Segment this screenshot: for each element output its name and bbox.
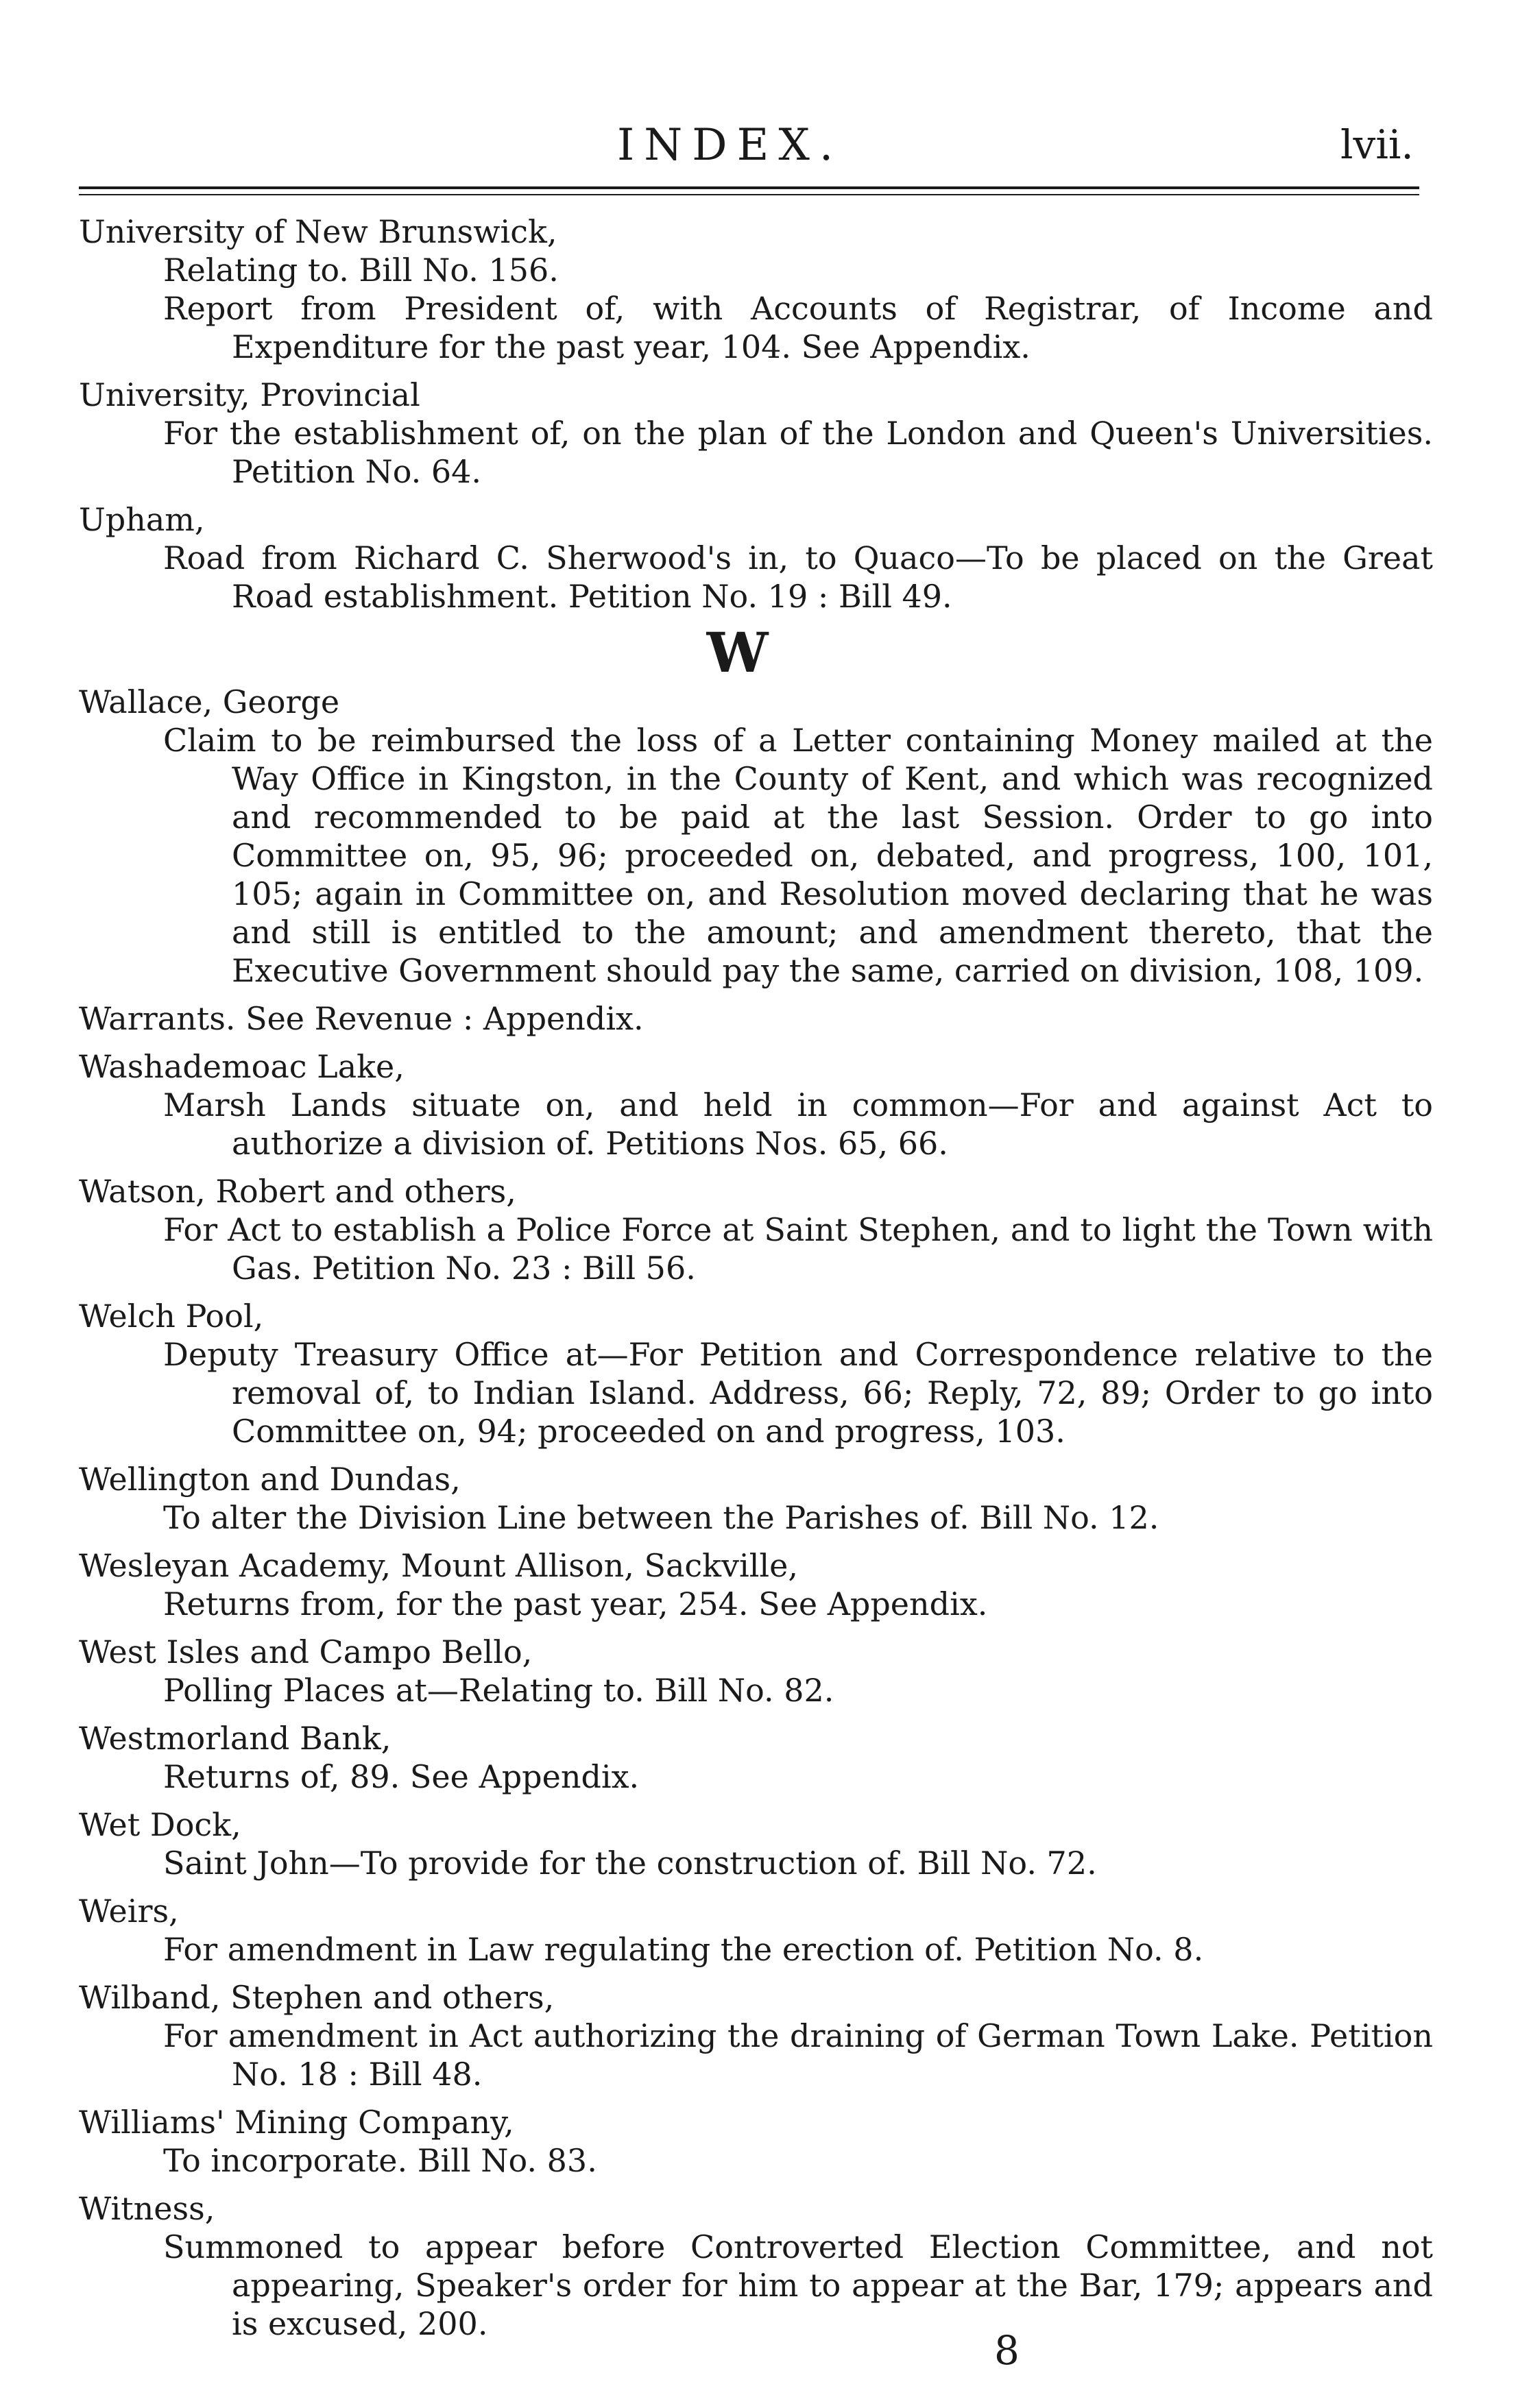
u-entries xyxy=(79,212,1433,616)
index-entry xyxy=(79,212,1433,366)
section-letter: W xyxy=(706,620,764,685)
index-entry xyxy=(79,1805,1433,1882)
entry-heading: Wallace, George xyxy=(79,683,340,720)
index-entry xyxy=(79,2103,1433,2180)
index-entry xyxy=(79,500,1433,616)
entry-subentry: Polling Places at—Relating to. Bill No. 82. xyxy=(163,1672,834,1709)
index-entries xyxy=(79,212,1433,2352)
page-header xyxy=(0,120,1518,175)
index-entry xyxy=(79,1633,1433,1710)
entry-heading: Wet Dock, xyxy=(79,1806,241,1843)
entry-subentry: For amendment in Act authorizing the draining of German Town Lake. Petition No. 18 : Bill 48. xyxy=(163,2017,1433,2093)
entry-subentry: Returns of, 89. See Appendix. xyxy=(163,1758,640,1795)
index-entry xyxy=(79,1546,1433,1623)
entry-heading: Wellington and Dundas, xyxy=(79,1461,461,1498)
index-entry xyxy=(79,1297,1433,1450)
page-title: INDEX. xyxy=(617,120,843,171)
header-rule-thick xyxy=(79,186,1419,189)
entry-heading: Welch Pool, xyxy=(79,1298,264,1335)
entry-subentry: Saint John—To provide for the construction of. Bill No. 72. xyxy=(163,1845,1097,1882)
index-entry xyxy=(79,1047,1433,1163)
entry-heading: Williams' Mining Company, xyxy=(79,2104,514,2141)
index-entry xyxy=(79,1892,1433,1969)
index-entry xyxy=(79,376,1433,491)
entry-subentry: For amendment in Law regulating the erection of. Petition No. 8. xyxy=(163,1931,1204,1968)
entry-subentry: To incorporate. Bill No. 83. xyxy=(163,2142,597,2179)
entry-heading: Wilband, Stephen and others, xyxy=(79,1979,555,2016)
entry-heading: Watson, Robert and others, xyxy=(79,1173,516,1210)
index-entry xyxy=(79,999,1433,1038)
entry-subentry: Relating to. Bill No. 156. xyxy=(163,252,559,289)
signature-mark: 8 xyxy=(994,2327,1020,2374)
entry-subentry: Returns from, for the past year, 254. See Appendix. xyxy=(163,1585,988,1622)
entry-heading: Warrants. See Revenue : Appendix. xyxy=(79,1000,644,1037)
entry-heading: Washademoac Lake, xyxy=(79,1048,405,1085)
index-entry xyxy=(79,2189,1433,2343)
entry-heading: Westmorland Bank, xyxy=(79,1720,391,1757)
index-entry xyxy=(79,1719,1433,1796)
index-entry xyxy=(79,1172,1433,1287)
entry-heading: University of New Brunswick, xyxy=(79,213,557,250)
w-entries xyxy=(79,683,1433,2343)
entry-subentry: Summoned to appear before Controverted Election Committee, and not appearing, Speaker's order for him to appear at the Bar, 179; appears and is excused, 200. xyxy=(163,2228,1433,2342)
entry-heading: Witness, xyxy=(79,2190,215,2227)
entry-subentry: Road from Richard C. Sherwood's in, to Quaco—To be placed on the Great Road establishment. Petition No. 19 : Bill 49. xyxy=(163,539,1433,615)
entry-heading: Wesleyan Academy, Mount Allison, Sackville, xyxy=(79,1547,798,1584)
entry-subentry: Marsh Lands situate on, and held in common—For and against Act to authorize a division of. Petitions Nos. 65, 66. xyxy=(163,1086,1433,1162)
entry-heading: Weirs, xyxy=(79,1893,179,1930)
entry-subentry: To alter the Division Line between the Parishes of. Bill No. 12. xyxy=(163,1499,1159,1536)
header-rule-thin xyxy=(79,194,1419,195)
entry-heading: University, Provincial xyxy=(79,376,420,413)
index-entry xyxy=(79,1978,1433,2093)
entry-subentry: Deputy Treasury Office at—For Petition and Correspondence relative to the removal of, to Indian Island. Address, 66; Reply, 72, 89; Order to go into Committee on, 94; proceeded on and progress, 103. xyxy=(163,1336,1433,1450)
entry-subentry: Claim to be reimbursed the loss of a Letter containing Money mailed at the Way Office in Kingston, in the County of Kent, and which was recognized and recommended to be paid at the last Session. Order to go into Committee on, 95, 96; proceeded on, debated, and progress, 100, 101, 105; again in Committee on, and Resolution moved declaring that he was and still is entitled to the amount; and amendment thereto, that the Executive Government should pay the same, carried on division, 108, 109. xyxy=(163,722,1433,989)
entry-heading: Upham, xyxy=(79,501,205,538)
entry-subentry: For Act to establish a Police Force at Saint Stephen, and to light the Town with Gas. Petition No. 23 : Bill 56. xyxy=(163,1211,1433,1287)
entry-subentry: Report from President of, with Accounts of Registrar, of Income and Expenditure for the past year, 104. See Appendix. xyxy=(163,290,1433,365)
entry-heading: West Isles and Campo Bello, xyxy=(79,1633,533,1670)
index-entry xyxy=(79,1460,1433,1537)
index-entry xyxy=(79,683,1433,990)
entry-subentry: For the establishment of, on the plan of the London and Queen's Universities. Petition No. 64. xyxy=(163,415,1433,490)
page-number: lvii. xyxy=(1340,121,1414,168)
